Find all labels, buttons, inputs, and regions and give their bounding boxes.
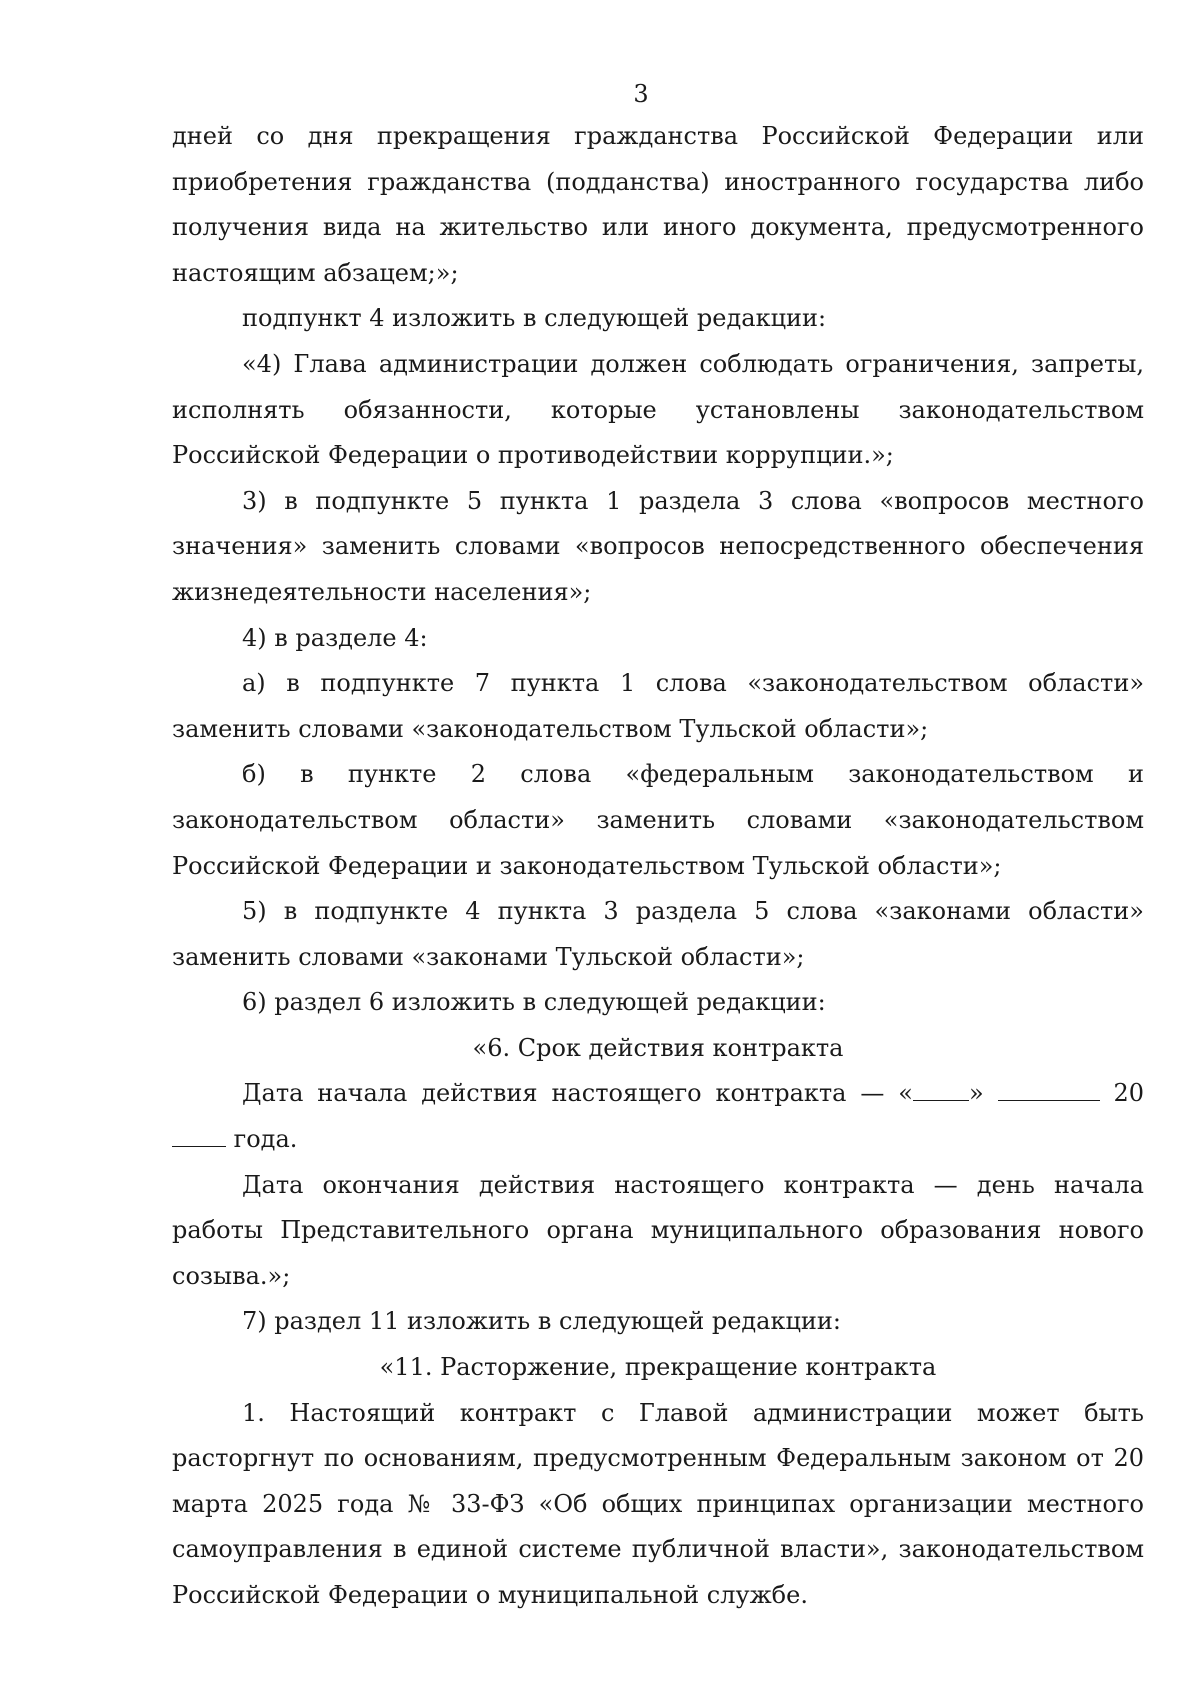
paragraph-subpoint-4-text: «4) Глава администрации должен соблюдать ограничения, запреты, исполнять обязанности, которые установлены законодательством Российской Федерации о противодействии коррупции.»; (172, 349, 1144, 470)
paragraph-item-4a: а) в подпункте 7 пункта 1 слова «законодательством области» заменить словами «законодательством Тульской области»; (172, 669, 1144, 743)
section-6-heading: «6. Срок действия контракта (472, 1033, 844, 1062)
start-date-quote-close: » (968, 1079, 984, 1108)
year-blank (172, 1120, 226, 1147)
paragraph-continuation: дней со дня прекращения гражданства Российской Федерации или приобретения гражданства (подданства) иностранного государства либо получения вида на жительство или иного документа, предусмотренного настоящим абзацем;»; (172, 122, 1144, 287)
paragraph-end-date: Дата окончания действия настоящего контракта — день начала работы Представительного органа муниципального образования нового созыва.»; (172, 1170, 1144, 1290)
start-date-suffix: года. (233, 1125, 298, 1154)
paragraph-item-3: 3) в подпункте 5 пункта 1 раздела 3 слова «вопросов местного значения» заменить словами «вопросов непосредственного обеспечения жизнедеятельности населения»; (172, 486, 1144, 606)
paragraph-item-4b: б) в пункте 2 слова «федеральным законодательством и законодательством области» заменить словами «законодательством Российской Федерации и законодательством Тульской области»; (172, 760, 1144, 880)
paragraph-section-11-point-1: 1. Настоящий контракт с Главой администрации может быть расторгнут по основаниям, предусмотренным Федеральным законом от 20 марта 2025 года № 33-ФЗ «Об общих принципах организации местного самоуправления в единой системе публичной власти», законодательством Российской Федерации о муниципальной службе. (172, 1398, 1144, 1609)
page-number: 3 (633, 80, 649, 108)
day-blank (913, 1074, 969, 1101)
start-date-prefix: Дата начала действия настоящего контракта — « (242, 1079, 913, 1108)
document-page (172, 78, 1144, 1619)
paragraph-item-7: 7) раздел 11 изложить в следующей редакции: (242, 1307, 842, 1336)
month-blank (998, 1074, 1100, 1101)
paragraph-item-6: 6) раздел 6 изложить в следующей редакции: (242, 988, 826, 1017)
paragraph-subpoint-4-intro: подпункт 4 изложить в следующей редакции: (242, 304, 827, 333)
start-date-line (172, 1071, 1144, 1162)
section-11-heading: «11. Расторжение, прекращение контракта (379, 1353, 937, 1382)
start-date-year-prefix: 20 (1113, 1079, 1145, 1108)
paragraph-item-5: 5) в подпункте 4 пункта 3 раздела 5 слова «законами области» заменить словами «законами Тульской области»; (172, 897, 1144, 971)
paragraph-item-4: 4) в разделе 4: (242, 623, 428, 652)
